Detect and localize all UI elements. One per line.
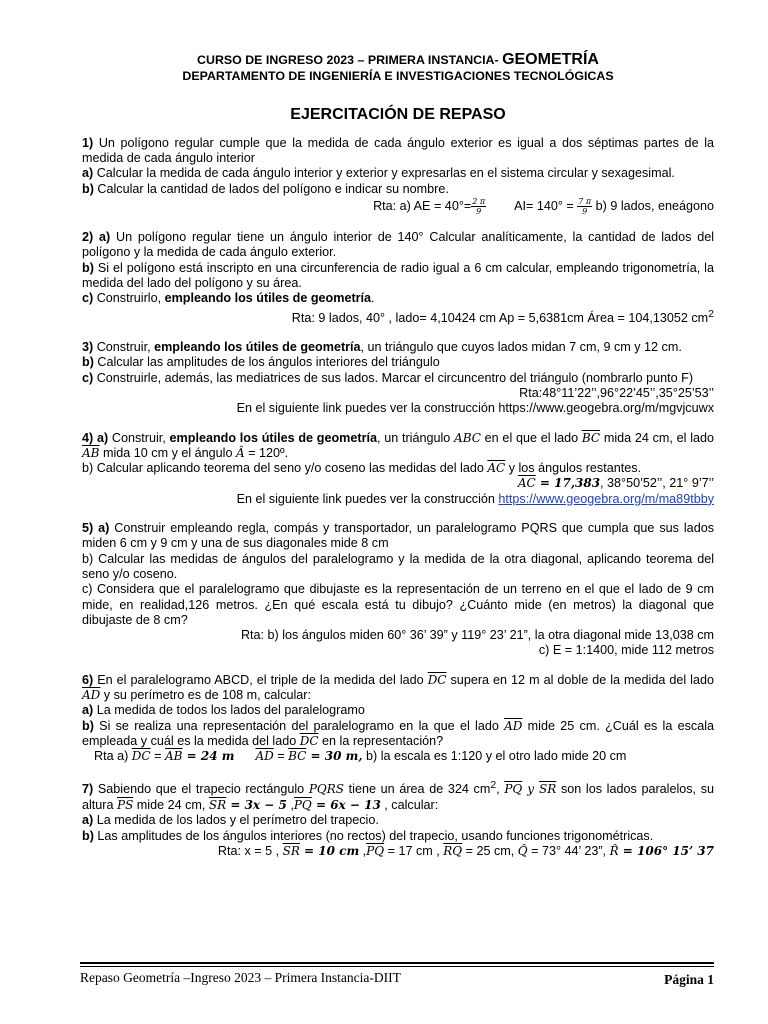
math-expression: PQRS — [308, 782, 345, 797]
segment-symbol: $\overline{BC}$ — [288, 749, 307, 764]
exercise-text: , un triángulo — [376, 430, 455, 445]
answer-line: c) E = 1:1400, mide 112 metros — [538, 643, 714, 658]
segment-symbol: $\overline{BC}$ — [581, 430, 601, 445]
segment-symbol: $\overline{PQ}$ — [293, 797, 312, 812]
item-text: . — [371, 291, 375, 306]
answer-text: Rta: a) AE = 40°= — [373, 198, 472, 213]
course-header — [82, 52, 714, 68]
exercise-text: = 120º. — [244, 445, 289, 460]
exercise-text: mida 10 cm y el ángulo — [99, 445, 236, 460]
segment-symbol: $\overline{AC}$ — [487, 461, 506, 476]
item-text: Si se realiza una representación del paralelogramo en la que el lado — [93, 718, 505, 733]
exercise-text: En el paralelogramo ABCD, el triple de la medida del lado — [93, 672, 428, 687]
answer-text: = — [150, 749, 165, 764]
item-label: b) — [82, 718, 94, 733]
item-text: Calcular la cantidad de lados del polígono e indicar su nombre. — [93, 181, 449, 196]
answer-text: Rta: x = 5 , — [217, 843, 283, 858]
item-text: Calcular la medida de cada ángulo interior y exterior y expresarlas en el sistema circular y sexagesimal. — [93, 166, 675, 181]
exercise-text: en el que el lado — [480, 430, 582, 445]
page-title: EJERCITACIÓN DE REPASO — [290, 105, 506, 123]
answer-line: Rta: b) los ángulos miden 60° 36’ 39” y 119° 23’ 21”, la otra diagonal mide 13,038 cm — [240, 628, 714, 643]
exercise-number: 6) — [82, 672, 94, 687]
segment-symbol: $\overline{PS}$ — [117, 797, 134, 812]
answer-value: = 10 cm — [299, 843, 360, 858]
exercise-3 — [82, 340, 714, 416]
segment-symbol: $\overline{AB}$ — [164, 749, 183, 764]
fraction — [471, 197, 486, 216]
item-label: a) — [98, 521, 110, 536]
item-label: a) — [82, 813, 94, 828]
segment-symbol: $\overline{AD}$ — [255, 749, 274, 764]
segment-symbol: $\overline{DC}$ — [131, 749, 151, 764]
fraction-denominator: 9 — [476, 207, 482, 217]
fraction — [577, 197, 592, 216]
department-header: DEPARTAMENTO DE INGENIERÍA E INVESTIGACIONES TECNOLÓGICAS — [182, 69, 614, 84]
item-text: y los ángulos restantes. — [505, 461, 642, 476]
item-text: c) Considera que el paralelogramo que dibujaste es la representación de un terreno en el que el lado de 9 cm mide, en realidad,126 metros. ¿En qué escala está tu dibujo? ¿Cuánto mide (en metros) la diagonal que dibujaste de 8 cm? — [82, 582, 714, 627]
item-label: b) — [82, 828, 94, 843]
superscript: 2 — [708, 307, 714, 320]
exercise-7 — [82, 778, 714, 859]
answer-text: , 38°50’52’’, 21° 9’7’’ — [600, 476, 714, 491]
link-caption: En el siguiente link puedes ver la construcción — [236, 491, 499, 506]
math-expression: = 6x − 13 — [311, 797, 381, 812]
page-footer — [80, 962, 714, 986]
item-label: a) — [99, 230, 111, 245]
item-label: c) — [82, 370, 94, 385]
answer-text: Rta a) — [94, 749, 132, 764]
fraction-numerator: 7 π — [578, 197, 592, 207]
segment-symbol: $\overline{SR}$ — [282, 843, 300, 858]
segment-symbol: $\overline{AD}$ — [504, 718, 523, 733]
answer-text: = — [273, 749, 289, 764]
exercise-2 — [82, 230, 714, 326]
segment-symbol: $\overline{PQ}$ — [504, 782, 523, 797]
item-text: La medida de los lados y el perímetro del trapecio. — [93, 813, 379, 828]
footer-rule — [80, 966, 714, 967]
item-label: c) — [82, 291, 94, 306]
item-text: en la representación? — [318, 733, 444, 748]
answer-line — [82, 197, 714, 216]
item-text: mide 25 cm. ¿Cuál es la escala empleada y cuál es la medida del lado — [82, 718, 715, 748]
segment-symbol: $\overline{AC}$ — [517, 476, 536, 491]
exercise-number: 7) — [82, 782, 94, 797]
superscript: 2 — [490, 779, 497, 792]
answer-line — [82, 307, 714, 326]
answer-text: = 17 cm , — [384, 843, 444, 858]
answer-text: AI= 140° = — [514, 198, 578, 213]
math-expression: = 3x − 5 — [226, 797, 287, 812]
exercise-text: , un triángulo que cuyos lados midan 7 cm, 9 cm y 12 cm. — [360, 340, 682, 355]
segment-symbol: $\overline{SR}$ — [208, 797, 227, 812]
exercise-number: 3) — [82, 340, 94, 355]
item-emphasis: empleando los útiles de geometría — [154, 340, 361, 355]
exercise-text: tiene un área de 324 cm — [344, 782, 491, 797]
item-text: Construirlo, — [93, 291, 165, 306]
item-label: a) — [82, 703, 94, 718]
item-text: Calcular las amplitudes de los ángulos interiores del triángulo — [93, 355, 440, 370]
exercise-text: Sabiendo que el trapecio rectángulo — [93, 782, 309, 797]
math-expression: ABC — [454, 430, 481, 445]
exercise-text: mida 24 cm, el lado — [600, 430, 715, 445]
item-label: a) — [82, 166, 94, 181]
answer-value: = 17,383 — [535, 476, 601, 491]
exercise-text: son los lados paralelos, su altura — [82, 782, 715, 812]
exercise-text: , calcular: — [380, 797, 439, 812]
answer-text: b) la escala es 1:120 y el otro lado mide 20 cm — [362, 749, 627, 764]
item-text: Si el polígono está inscripto en una circunferencia de radio igual a 6 cm calcular, empleando trigonometría, la medida del lado del polígono y su área. — [82, 260, 714, 290]
item-label: b) — [82, 181, 94, 196]
answer-value: = 30 m, — [306, 749, 363, 764]
document-page — [82, 52, 714, 873]
answer-line — [82, 844, 714, 859]
answer-text: = 25 cm, — [462, 843, 518, 858]
exercise-text: Un polígono regular cumple que la medida de cada ángulo exterior es igual a dos séptimas partes de la medida de cada ángulo interior — [82, 135, 714, 166]
page-number: Página 1 — [664, 972, 714, 987]
segment-symbol: $\overline{PQ}$ — [366, 843, 385, 858]
item-text: La medida de todos los lados del paralelogramo — [93, 703, 365, 718]
link-line: En el siguiente link puedes ver la construcción https://www.geogebra.org/m/mgvjcuwx — [236, 401, 714, 416]
exercise-text: , — [286, 797, 294, 812]
exercise-number: 2) — [82, 230, 94, 245]
exercise-5 — [82, 521, 714, 659]
answer-text: = 73° 44’ 23”, — [527, 843, 610, 858]
answer-line — [82, 749, 714, 764]
segment-symbol: $\overline{DC}$ — [299, 733, 319, 748]
item-text: Un polígono regular tiene un ángulo interior de 140° Calcular analíticamente, la cantidad de lados del polígono y la medida de cada ángulo exterior. — [82, 230, 715, 260]
angle-symbol: R̂ — [609, 843, 619, 858]
exercise-1 — [82, 136, 714, 216]
exercise-number: 5) — [82, 521, 94, 536]
exercise-4 — [82, 431, 714, 507]
exercise-text: y su perímetro es de 108 m, calcular: — [100, 687, 311, 702]
item-text: Construir empleando regla, compás y transportador, un paralelogramo PQRS que cumpla que sus lados miden 6 cm y 9 cm y una de sus diagonales mide 8 cm — [82, 521, 714, 551]
item-label: b) — [82, 260, 94, 275]
item-label: b) — [82, 355, 94, 370]
item-emphasis: empleando los útiles de geometría — [164, 291, 372, 306]
answer-value: = 24 m — [182, 749, 235, 764]
segment-symbol: $\overline{AB}$ — [82, 445, 100, 460]
exercise-text: mide 24 cm, — [133, 797, 209, 812]
angle-symbol: Â — [236, 445, 245, 460]
answer-text: Rta: 9 lados, 40° , lado= 4,10424 cm Ap = 5,6381cm Área = 104,13052 cm — [291, 310, 709, 325]
exercise-6 — [82, 673, 714, 765]
segment-symbol: $\overline{SR}$ — [539, 782, 557, 797]
segment-symbol: $\overline{AD}$ — [82, 687, 101, 702]
answer-line — [82, 476, 714, 491]
segment-symbol: $\overline{RQ}$ — [443, 843, 463, 858]
exercise-number: 4) — [82, 430, 94, 445]
link-line — [82, 492, 714, 507]
answer-value: = 106° 15’ 37 — [618, 843, 714, 858]
exercise-number: 1) — [82, 135, 94, 150]
angle-symbol: Q̂ — [517, 843, 528, 858]
exercise-text: supera en 12 m al doble de la medida del lado — [446, 672, 714, 687]
math-expression: y — [522, 782, 540, 797]
item-emphasis: empleando los útiles de geometría — [169, 430, 377, 445]
item-label: a) — [96, 430, 109, 445]
course-header-text: CURSO DE INGRESO 2023 – PRIMERA INSTANCIA- — [197, 53, 499, 67]
answer-text: , — [359, 843, 367, 858]
item-text: b) Calcular aplicando teorema del seno y/o coseno las medidas del lado — [82, 461, 488, 476]
course-subject: GEOMETRÍA — [502, 51, 599, 68]
answer-text: b) 9 lados, eneágono — [592, 198, 714, 213]
exercise-text: Construir, — [93, 340, 155, 355]
fraction-denominator: 9 — [582, 207, 588, 217]
item-text: b) Calcular las medidas de ángulos del paralelogramo y la medida de la otra diagonal, aplicando teorema del seno y/o coseno. — [82, 551, 714, 581]
segment-symbol: $\overline{DC}$ — [427, 672, 447, 687]
item-text: Construirle, además, las mediatrices de sus lados. Marcar el circuncentro del triángulo (nombrarlo punto F) — [93, 370, 694, 385]
item-text: Las amplitudes de los ángulos interiores (no rectos) del trapecio, usando funciones trigonométricas. — [93, 828, 654, 843]
footer-left-text: Repaso Geometría –Ingreso 2023 – Primera Instancia-DIIT — [80, 970, 401, 985]
geogebra-link[interactable]: https://www.geogebra.org/m/ma89tbby — [498, 491, 714, 506]
exercise-text: , — [496, 782, 505, 797]
answer-line: Rta:48°11’22’’,96°22’45’’,35°25’53’’ — [519, 385, 714, 400]
exercise-text: Construir, — [108, 430, 170, 445]
fraction-numerator: 2 π — [472, 197, 486, 207]
